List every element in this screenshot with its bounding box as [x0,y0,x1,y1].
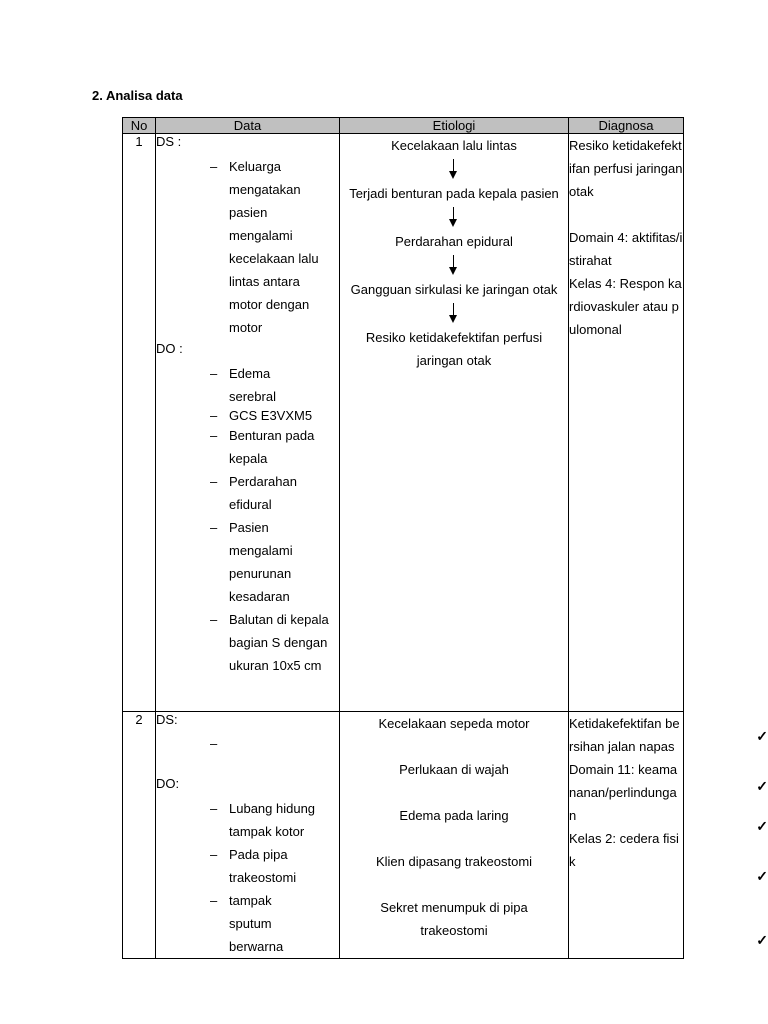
ds-list [156,155,339,339]
etiologi-step: Sekret menumpuk di pipa trakeostomi [380,900,528,938]
diagnosa-domain: Domain 4: aktifitas/istirahat [569,230,683,268]
do-label: DO: [156,776,180,791]
data-cell [156,134,340,712]
ds-list [156,732,339,755]
analysis-table [122,117,684,959]
list-item: – tampak sputum berwarna [210,889,331,958]
data-cell [156,712,340,959]
arrow-down-icon [340,301,568,326]
diagnosa-text: Resiko ketidakefektifan perfusi jaringan otak [569,138,683,199]
diagnosa-cell [569,712,684,959]
checkmark-icon: ✓ [756,818,768,834]
list-item [210,732,339,755]
list-item: – Keluarga mengatakan pasien mengalami kecelakaan lalu lintas antara motor dengan motor [210,155,331,339]
ds-label: DS : [156,134,182,149]
etiologi-step: Edema pada laring [399,808,509,823]
ds-label: DS: [156,712,178,727]
diagnosa-text: Ketidakefektifan bersihan jalan napas [569,716,680,754]
etiologi-cell [340,134,569,712]
diagnosa-cell [569,134,684,712]
row-number: 2 [123,712,156,959]
checkmark-icon: ✓ [756,932,768,948]
list-item: – Benturan pada kepala [210,424,331,470]
checkmark-icon: ✓ [756,778,768,794]
etiologi-step: Kecelakaan lalu lintas [391,138,517,153]
list-item: – Perdarahan efidural [210,470,331,516]
etiologi-step: Kecelakaan sepeda motor [378,716,530,731]
etiologi-step: Gangguan sirkulasi ke jaringan otak [350,282,558,297]
do-list [156,362,339,677]
do-list [156,797,339,958]
header-data: Data [156,118,340,134]
row-number: 1 [123,134,156,712]
diagnosa-class: Kelas 4: Respon kardiovaskuler atau pulomonal [569,276,682,337]
list-item: – Edema serebral [210,362,331,408]
list-item: – Pada pipa trakeostomi [210,843,331,889]
diagnosa-class: Kelas 2: cedera fisik [569,831,679,869]
etiologi-step: Perlukaan di wajah [399,762,509,777]
arrow-down-icon [340,157,568,182]
etiologi-step: Terjadi benturan pada kepala pasien [349,186,559,201]
section-title: 2. Analisa data [92,88,183,103]
etiologi-cell [340,712,569,959]
arrow-down-icon [340,253,568,278]
checkmark-icon: ✓ [756,728,768,744]
list-item: – GCS E3VXM5 [210,408,331,424]
table-row [123,712,684,959]
list-item: – Balutan di kepala bagian S dengan ukuran 10x5 cm [210,608,331,677]
arrow-down-icon [340,205,568,230]
diagnosa-spacer [569,203,683,226]
etiologi-step: Resiko ketidakefektifan perfusi jaringan otak [365,330,543,368]
header-etiologi: Etiologi [340,118,569,134]
diagnosa-domain: Domain 11: keamananan/perlindungan [569,762,678,823]
table-header-row [123,118,684,134]
header-no: No [123,118,156,134]
checkmark-icon: ✓ [756,868,768,884]
list-item: – Lubang hidung tampak kotor [210,797,331,843]
etiologi-step: Perdarahan epidural [395,234,513,249]
table-row [123,134,684,712]
list-item: – Pasien mengalami penurunan kesadaran [210,516,331,608]
header-diagnosa: Diagnosa [569,118,684,134]
do-label: DO : [156,341,183,356]
etiologi-step: Klien dipasang trakeostomi [375,854,533,869]
